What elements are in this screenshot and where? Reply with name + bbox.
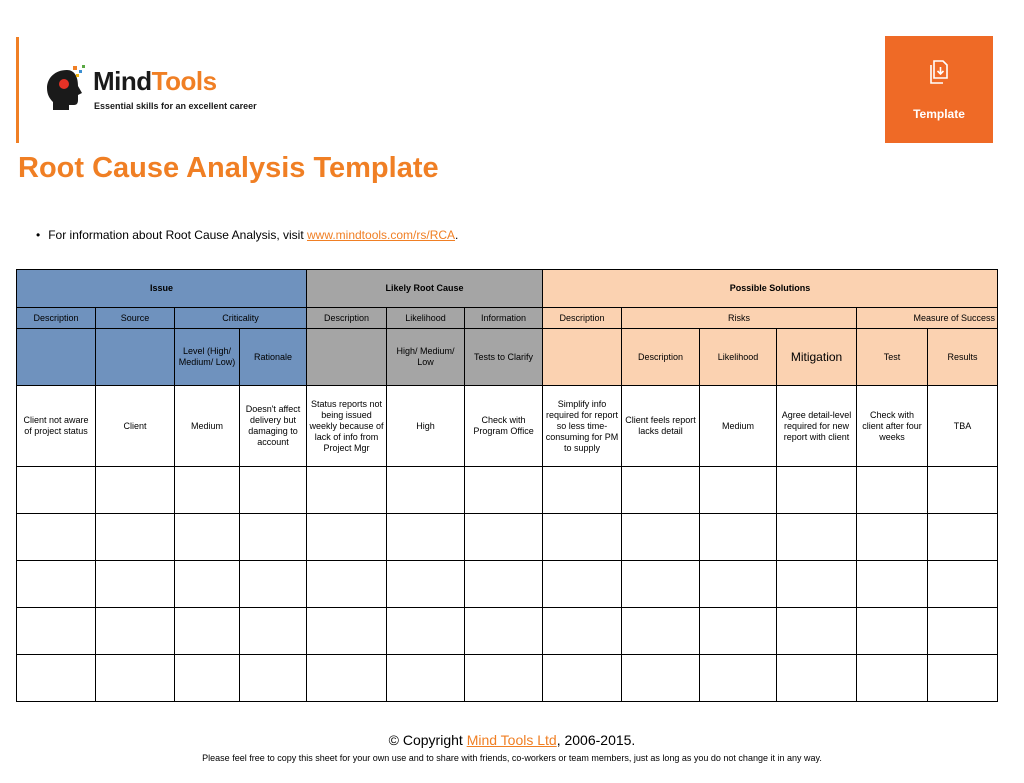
example-solution[interactable]: Simplify info required for report so less time-consuming for PM to supply bbox=[543, 386, 622, 467]
issue-description-detail bbox=[17, 329, 96, 386]
measure-of-success-header: Measure of Success bbox=[857, 308, 998, 329]
table-cell[interactable] bbox=[622, 467, 700, 514]
template-button-label: Template bbox=[913, 107, 965, 121]
table-cell[interactable] bbox=[96, 655, 175, 702]
rca-table bbox=[16, 269, 998, 702]
table-cell[interactable] bbox=[96, 514, 175, 561]
table-cell[interactable] bbox=[307, 514, 387, 561]
example-risk-description[interactable]: Client feels report lacks detail bbox=[622, 386, 700, 467]
copyright-prefix: © Copyright bbox=[388, 732, 463, 748]
risk-likelihood-header: Likelihood bbox=[700, 329, 777, 386]
source-detail bbox=[96, 329, 175, 386]
table-cell[interactable] bbox=[307, 467, 387, 514]
table-cell[interactable] bbox=[622, 608, 700, 655]
table-cell[interactable] bbox=[240, 467, 307, 514]
table-cell[interactable] bbox=[777, 655, 857, 702]
table-cell[interactable] bbox=[96, 561, 175, 608]
page-title: Root Cause Analysis Template bbox=[18, 152, 439, 184]
table-cell[interactable] bbox=[387, 467, 465, 514]
example-mitigation[interactable]: Agree detail-level required for new report with client bbox=[777, 386, 857, 467]
example-rationale[interactable]: Doesn't affect delivery but damaging to account bbox=[240, 386, 307, 467]
table-cell[interactable] bbox=[465, 467, 543, 514]
table-cell[interactable] bbox=[175, 514, 240, 561]
table-cell[interactable] bbox=[543, 514, 622, 561]
info-line bbox=[36, 228, 458, 242]
example-results[interactable]: TBA bbox=[928, 386, 998, 467]
table-cell[interactable] bbox=[928, 514, 998, 561]
info-suffix: . bbox=[455, 228, 459, 242]
table-cell[interactable] bbox=[777, 467, 857, 514]
tests-to-clarify-header: Tests to Clarify bbox=[465, 329, 543, 386]
source-header: Source bbox=[96, 308, 175, 329]
table-row bbox=[17, 608, 998, 655]
example-risk-likelihood[interactable]: Medium bbox=[700, 386, 777, 467]
table-cell[interactable] bbox=[928, 561, 998, 608]
table-cell[interactable] bbox=[465, 608, 543, 655]
table-cell[interactable] bbox=[17, 608, 96, 655]
table-cell[interactable] bbox=[240, 514, 307, 561]
table-cell[interactable] bbox=[543, 561, 622, 608]
table-cell[interactable] bbox=[857, 561, 928, 608]
table-cell[interactable] bbox=[175, 655, 240, 702]
level-header: Level (High/ Medium/ Low) bbox=[175, 329, 240, 386]
table-cell[interactable] bbox=[96, 608, 175, 655]
head-silhouette-icon bbox=[43, 64, 87, 112]
example-level[interactable]: Medium bbox=[175, 386, 240, 467]
accent-bar bbox=[16, 37, 19, 143]
info-text: For information about Root Cause Analysis, visit bbox=[48, 228, 304, 242]
table-cell[interactable] bbox=[622, 514, 700, 561]
table-cell[interactable] bbox=[700, 561, 777, 608]
issue-description-header: Description bbox=[17, 308, 96, 329]
table-cell[interactable] bbox=[700, 655, 777, 702]
group-possible-solutions: Possible Solutions bbox=[543, 270, 998, 308]
example-test[interactable]: Check with client after four weeks bbox=[857, 386, 928, 467]
brand-mind: Mind bbox=[93, 66, 152, 96]
mindtools-logo[interactable] bbox=[43, 64, 263, 120]
table-cell[interactable] bbox=[175, 608, 240, 655]
copyright-years: , 2006-2015. bbox=[556, 732, 636, 748]
table-cell[interactable] bbox=[96, 467, 175, 514]
group-issue: Issue bbox=[17, 270, 307, 308]
bullet: • bbox=[36, 228, 41, 242]
table-cell[interactable] bbox=[465, 561, 543, 608]
table-cell[interactable] bbox=[700, 608, 777, 655]
brand-name bbox=[93, 67, 217, 95]
solution-description-detail bbox=[543, 329, 622, 386]
table-cell[interactable] bbox=[543, 608, 622, 655]
table-cell[interactable] bbox=[175, 467, 240, 514]
table-cell[interactable] bbox=[307, 561, 387, 608]
table-cell[interactable] bbox=[17, 561, 96, 608]
table-cell[interactable] bbox=[622, 655, 700, 702]
copyright bbox=[0, 732, 1024, 748]
document-download-icon bbox=[930, 60, 948, 84]
example-likelihood[interactable]: High bbox=[387, 386, 465, 467]
table-row bbox=[17, 561, 998, 608]
table-cell[interactable] bbox=[307, 608, 387, 655]
table-cell[interactable] bbox=[17, 514, 96, 561]
likelihood-header: Likelihood bbox=[387, 308, 465, 329]
risk-description-header: Description bbox=[622, 329, 700, 386]
table-cell[interactable] bbox=[17, 655, 96, 702]
table-cell[interactable] bbox=[17, 467, 96, 514]
usage-note: Please feel free to copy this sheet for your own use and to share with friends, co-workers or team members, just as long as you do not change it in any way. bbox=[202, 753, 822, 763]
example-row bbox=[17, 386, 998, 467]
table-cell[interactable] bbox=[175, 561, 240, 608]
table-cell[interactable] bbox=[387, 655, 465, 702]
table-cell[interactable] bbox=[777, 561, 857, 608]
example-cause-description[interactable]: Status reports not being issued weekly because of lack of info from Project Mgr bbox=[307, 386, 387, 467]
table-cell[interactable] bbox=[857, 655, 928, 702]
results-header: Results bbox=[928, 329, 998, 386]
table-cell[interactable] bbox=[240, 655, 307, 702]
criticality-header: Criticality bbox=[175, 308, 307, 329]
table-cell[interactable] bbox=[857, 514, 928, 561]
table-cell[interactable] bbox=[387, 608, 465, 655]
information-header: Information bbox=[465, 308, 543, 329]
table-row bbox=[17, 467, 998, 514]
rationale-header: Rationale bbox=[240, 329, 307, 386]
table-cell[interactable] bbox=[928, 655, 998, 702]
table-cell[interactable] bbox=[857, 608, 928, 655]
table-cell[interactable] bbox=[622, 561, 700, 608]
table-cell[interactable] bbox=[465, 514, 543, 561]
table-cell[interactable] bbox=[700, 514, 777, 561]
table-cell[interactable] bbox=[543, 467, 622, 514]
table-cell[interactable] bbox=[700, 467, 777, 514]
group-likely-root-cause: Likely Root Cause bbox=[307, 270, 543, 308]
table-cell[interactable] bbox=[240, 608, 307, 655]
table-cell[interactable] bbox=[387, 514, 465, 561]
solution-description-header: Description bbox=[543, 308, 622, 329]
table-cell[interactable] bbox=[543, 655, 622, 702]
table-row bbox=[17, 655, 998, 702]
table-cell[interactable] bbox=[928, 467, 998, 514]
table-cell[interactable] bbox=[387, 561, 465, 608]
company-link[interactable]: Mind Tools Ltd bbox=[466, 732, 557, 748]
table-cell[interactable] bbox=[465, 655, 543, 702]
example-tests[interactable]: Check with Program Office bbox=[465, 386, 543, 467]
table-row bbox=[17, 514, 998, 561]
example-description[interactable]: Client not aware of project status bbox=[17, 386, 96, 467]
tagline: Essential skills for an excellent career bbox=[94, 101, 257, 111]
likelihood-scale-header: High/ Medium/ Low bbox=[387, 329, 465, 386]
table-cell[interactable] bbox=[777, 514, 857, 561]
example-source[interactable]: Client bbox=[96, 386, 175, 467]
table-cell[interactable] bbox=[777, 608, 857, 655]
mitigation-header: Mitigation bbox=[777, 329, 857, 386]
rca-link[interactable]: www.mindtools.com/rs/RCA bbox=[307, 228, 456, 242]
table-cell[interactable] bbox=[307, 655, 387, 702]
brand-tools: Tools bbox=[151, 66, 217, 96]
table-cell[interactable] bbox=[857, 467, 928, 514]
cause-description-header: Description bbox=[307, 308, 387, 329]
table-cell[interactable] bbox=[928, 608, 998, 655]
template-button[interactable] bbox=[885, 36, 993, 143]
table-cell[interactable] bbox=[240, 561, 307, 608]
test-header: Test bbox=[857, 329, 928, 386]
risks-header: Risks bbox=[622, 308, 857, 329]
cause-description-detail bbox=[307, 329, 387, 386]
